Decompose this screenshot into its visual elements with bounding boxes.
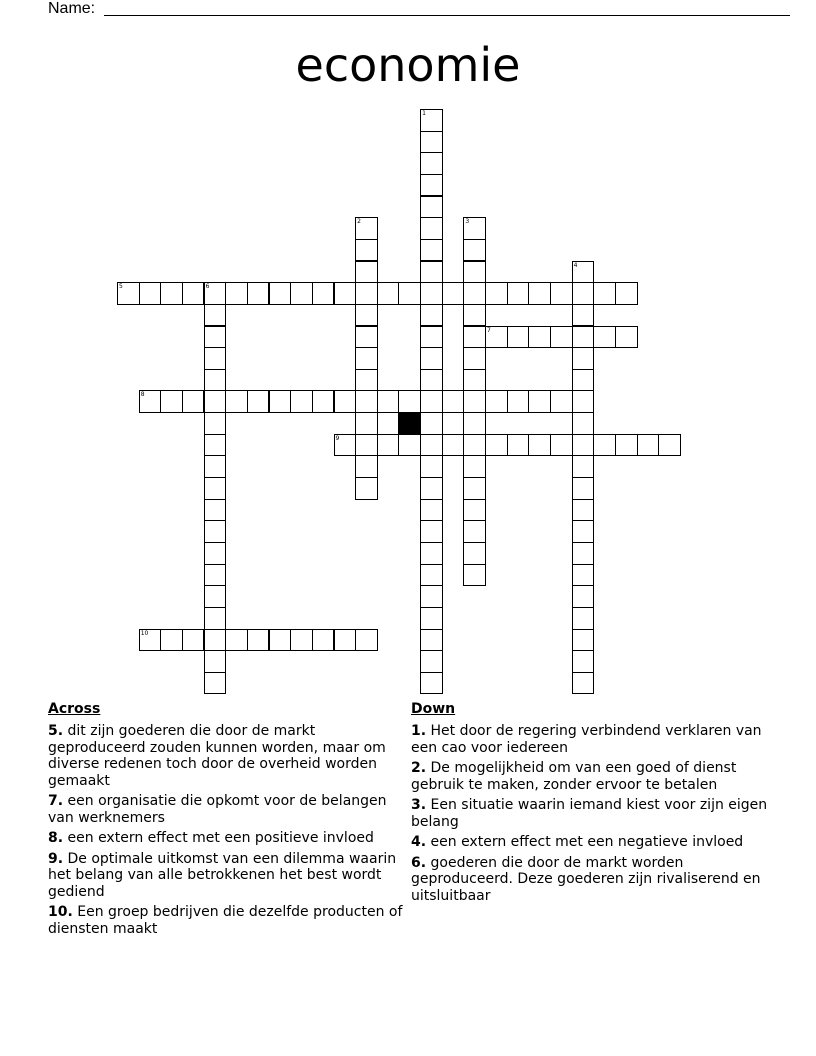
grid-cell[interactable] bbox=[463, 499, 486, 522]
grid-cell[interactable] bbox=[593, 434, 616, 457]
grid-cell[interactable] bbox=[442, 434, 465, 457]
clue-text: een organisatie die opkomt voor de belangen van werknemers bbox=[48, 793, 387, 826]
grid-cell[interactable] bbox=[182, 390, 205, 413]
grid-cell[interactable] bbox=[290, 390, 313, 413]
grid-cell[interactable] bbox=[160, 629, 183, 652]
grid-cell[interactable] bbox=[225, 629, 248, 652]
grid-cell[interactable] bbox=[204, 390, 227, 413]
down-clue bbox=[411, 855, 771, 905]
grid-cell[interactable] bbox=[637, 434, 660, 457]
grid-cell[interactable] bbox=[593, 282, 616, 305]
grid-cell[interactable] bbox=[572, 499, 595, 522]
grid-cell[interactable] bbox=[334, 390, 357, 413]
grid-cell[interactable] bbox=[204, 607, 227, 630]
grid-cell[interactable] bbox=[463, 239, 486, 262]
grid-cell[interactable] bbox=[204, 585, 227, 608]
clue-text: De optimale uitkomst van een dilemma waarin het belang van alle betrokkenen het best wordt gediend bbox=[48, 850, 397, 900]
grid-cell[interactable] bbox=[377, 434, 400, 457]
grid-cell[interactable] bbox=[204, 477, 227, 500]
grid-cell[interactable] bbox=[463, 477, 486, 500]
across-clues bbox=[48, 700, 408, 941]
grid-cell[interactable] bbox=[528, 390, 551, 413]
grid-cell[interactable] bbox=[420, 542, 443, 565]
grid-cell[interactable] bbox=[572, 390, 595, 413]
grid-cell[interactable] bbox=[420, 585, 443, 608]
grid-cell[interactable] bbox=[398, 282, 421, 305]
grid-cell[interactable] bbox=[572, 650, 595, 673]
grid-cell[interactable] bbox=[485, 434, 508, 457]
grid-cell[interactable] bbox=[398, 434, 421, 457]
grid-cell[interactable] bbox=[463, 217, 486, 240]
across-clue-list bbox=[48, 723, 408, 937]
grid-cell[interactable] bbox=[507, 390, 530, 413]
grid-cell[interactable] bbox=[420, 412, 443, 435]
grid-cell[interactable] bbox=[420, 282, 443, 305]
grid-cell[interactable] bbox=[463, 326, 486, 349]
clue-number: 10 bbox=[140, 629, 149, 637]
grid-cell[interactable] bbox=[377, 390, 400, 413]
grid-cell[interactable] bbox=[420, 369, 443, 392]
grid-cell[interactable] bbox=[420, 390, 443, 413]
grid-cell[interactable] bbox=[420, 239, 443, 262]
grid-cell[interactable] bbox=[182, 629, 205, 652]
across-heading: Across bbox=[48, 701, 101, 717]
grid-cell[interactable] bbox=[204, 499, 227, 522]
grid-cell[interactable] bbox=[420, 347, 443, 370]
grid-cell[interactable] bbox=[420, 629, 443, 652]
down-clue bbox=[411, 834, 771, 851]
grid-cell[interactable] bbox=[355, 390, 378, 413]
grid-cell[interactable] bbox=[204, 434, 227, 457]
grid-cell[interactable] bbox=[420, 131, 443, 154]
clue-number: 7. bbox=[48, 793, 64, 809]
grid-cell[interactable] bbox=[550, 390, 573, 413]
grid-cell[interactable] bbox=[572, 477, 595, 500]
grid-cell[interactable] bbox=[355, 239, 378, 262]
grid-cell[interactable] bbox=[615, 282, 638, 305]
grid-cell[interactable] bbox=[528, 434, 551, 457]
grid-cell[interactable] bbox=[442, 282, 465, 305]
grid-cell[interactable] bbox=[204, 629, 227, 652]
grid-cell[interactable] bbox=[420, 520, 443, 543]
grid-cell[interactable] bbox=[572, 326, 595, 349]
clue-text: een extern effect met een negatieve invloed bbox=[430, 834, 744, 850]
clue-text: Een groep bedrijven die dezelfde producten of diensten maakt bbox=[48, 904, 403, 937]
grid-cell[interactable] bbox=[204, 347, 227, 370]
grid-cell[interactable] bbox=[204, 326, 227, 349]
grid-cell[interactable] bbox=[204, 520, 227, 543]
clue-number: 6. bbox=[411, 854, 427, 871]
grid-cell[interactable] bbox=[312, 629, 335, 652]
grid-cell[interactable] bbox=[572, 261, 595, 284]
grid-cell[interactable] bbox=[572, 607, 595, 630]
clue-text: een extern effect met een positieve invloed bbox=[67, 830, 374, 846]
grid-cell[interactable] bbox=[463, 347, 486, 370]
name-label: Name: bbox=[48, 0, 96, 17]
down-clue bbox=[411, 723, 771, 756]
grid-cell[interactable] bbox=[377, 282, 400, 305]
grid-cell[interactable] bbox=[355, 369, 378, 392]
grid-cell[interactable] bbox=[463, 455, 486, 478]
grid-cell[interactable] bbox=[572, 282, 595, 305]
grid-cell[interactable] bbox=[355, 326, 378, 349]
clue-number: 2. bbox=[411, 760, 427, 776]
grid-cell[interactable] bbox=[550, 282, 573, 305]
grid-cell[interactable] bbox=[615, 434, 638, 457]
grid-cell[interactable] bbox=[420, 499, 443, 522]
grid-cell[interactable] bbox=[312, 390, 335, 413]
grid-cell[interactable] bbox=[204, 650, 227, 673]
grid-cell[interactable] bbox=[420, 672, 443, 695]
clue-number: 1. bbox=[411, 723, 427, 739]
grid-cell[interactable] bbox=[160, 390, 183, 413]
grid-cell[interactable] bbox=[572, 304, 595, 327]
grid-cell[interactable] bbox=[420, 650, 443, 673]
grid-cell[interactable] bbox=[420, 455, 443, 478]
grid-cell[interactable] bbox=[463, 564, 486, 587]
grid-cell[interactable] bbox=[204, 304, 227, 327]
grid-cell[interactable] bbox=[420, 477, 443, 500]
grid-cell[interactable] bbox=[269, 282, 292, 305]
clue-number: 7 bbox=[487, 326, 491, 334]
grid-cell[interactable] bbox=[420, 434, 443, 457]
across-clue bbox=[48, 904, 408, 937]
grid-cell[interactable] bbox=[225, 390, 248, 413]
grid-cell[interactable] bbox=[572, 412, 595, 435]
down-heading: Down bbox=[411, 701, 456, 717]
grid-cell[interactable] bbox=[420, 174, 443, 197]
grid-cell[interactable] bbox=[269, 390, 292, 413]
grid-cell[interactable] bbox=[355, 261, 378, 284]
clue-number: 5. bbox=[48, 723, 64, 739]
grid-cell[interactable] bbox=[572, 542, 595, 565]
grid-cell[interactable] bbox=[485, 326, 508, 349]
grid-cell[interactable] bbox=[420, 304, 443, 327]
grid-cell[interactable] bbox=[658, 434, 681, 457]
grid-cell[interactable] bbox=[485, 390, 508, 413]
clue-number: 4 bbox=[573, 261, 578, 269]
grid-cell[interactable] bbox=[247, 282, 270, 305]
grid-cell[interactable] bbox=[572, 564, 595, 587]
clue-number: 9. bbox=[48, 850, 64, 867]
grid-cell[interactable] bbox=[398, 390, 421, 413]
clue-text: Een situatie waarin iemand kiest voor zijn eigen belang bbox=[411, 797, 768, 830]
clue-text: dit zijn goederen die door de markt geproduceerd zouden kunnen worden, maar om diverse redenen toch door de overheid worden gemaakt bbox=[48, 723, 386, 789]
grid-cell[interactable] bbox=[355, 455, 378, 478]
grid-cell[interactable] bbox=[420, 607, 443, 630]
clue-text: De mogelijkheid om van een goed of dienst gebruik te maken, zonder ervoor te betalen bbox=[411, 760, 737, 793]
grid-cell[interactable] bbox=[334, 282, 357, 305]
grid-cell[interactable] bbox=[355, 629, 378, 652]
grid-cell[interactable] bbox=[463, 434, 486, 457]
grid-cell[interactable] bbox=[117, 282, 140, 305]
grid-cell[interactable] bbox=[420, 196, 443, 219]
grid-cell[interactable] bbox=[463, 542, 486, 565]
grid-cell[interactable] bbox=[420, 564, 443, 587]
grid-cell[interactable] bbox=[355, 217, 378, 240]
grid-cell[interactable] bbox=[355, 477, 378, 500]
grid-cell[interactable] bbox=[593, 326, 616, 349]
grid-cell[interactable] bbox=[528, 282, 551, 305]
grid-cell[interactable] bbox=[485, 282, 508, 305]
grid-cell[interactable] bbox=[204, 455, 227, 478]
grid-cell[interactable] bbox=[204, 542, 227, 565]
grid-cell[interactable] bbox=[334, 629, 357, 652]
grid-cell[interactable] bbox=[572, 672, 595, 695]
clue-number: 4. bbox=[411, 834, 427, 850]
grid-cell[interactable] bbox=[420, 261, 443, 284]
grid-cell[interactable] bbox=[204, 282, 227, 305]
grid-cell[interactable] bbox=[572, 455, 595, 478]
grid-cell[interactable] bbox=[572, 347, 595, 370]
page-title: economie bbox=[295, 38, 521, 92]
clue-text: goederen die door de markt worden geproduceerd. Deze goederen zijn rivaliserend en uitsluitbaar bbox=[411, 854, 761, 904]
across-clue bbox=[48, 723, 408, 789]
clue-number: 6 bbox=[205, 283, 210, 291]
grid-cell[interactable] bbox=[463, 369, 486, 392]
clue-number: 5 bbox=[119, 283, 123, 291]
down-clue bbox=[411, 797, 771, 830]
clue-number: 1 bbox=[422, 110, 426, 117]
clue-number: 10. bbox=[48, 904, 73, 920]
clue-text: Het door de regering verbindend verklaren van een cao voor iedereen bbox=[411, 723, 762, 756]
grid-cell[interactable] bbox=[204, 412, 227, 435]
grid-cell[interactable] bbox=[420, 152, 443, 175]
grid-cell[interactable] bbox=[334, 434, 357, 457]
grid-cell[interactable] bbox=[572, 369, 595, 392]
clue-number: 2 bbox=[357, 218, 361, 226]
grid-cell[interactable] bbox=[507, 282, 530, 305]
clue-number: 3 bbox=[465, 218, 470, 226]
grid-cell[interactable] bbox=[204, 672, 227, 695]
grid-cell[interactable] bbox=[420, 326, 443, 349]
clue-number: 3. bbox=[411, 797, 427, 813]
grid-cell[interactable] bbox=[572, 629, 595, 652]
grid-cell[interactable] bbox=[290, 629, 313, 652]
grid-cell[interactable] bbox=[204, 564, 227, 587]
grid-cell[interactable] bbox=[463, 304, 486, 327]
grid-cell[interactable] bbox=[225, 282, 248, 305]
grid-cell[interactable] bbox=[355, 412, 378, 435]
grid-cell[interactable] bbox=[139, 390, 162, 413]
grid-cell[interactable] bbox=[550, 434, 573, 457]
grid-cell[interactable] bbox=[507, 434, 530, 457]
clue-number: 8. bbox=[48, 830, 64, 846]
grid-cell[interactable] bbox=[269, 629, 292, 652]
grid-cell[interactable] bbox=[507, 326, 530, 349]
grid-cell[interactable] bbox=[572, 585, 595, 608]
grid-cell[interactable] bbox=[204, 369, 227, 392]
grid-cell[interactable] bbox=[572, 520, 595, 543]
down-clue-list bbox=[411, 723, 771, 904]
grid-cell[interactable] bbox=[355, 347, 378, 370]
grid-cell[interactable] bbox=[355, 434, 378, 457]
grid-cell[interactable] bbox=[355, 282, 378, 305]
grid-cell[interactable] bbox=[463, 261, 486, 284]
grid-cell[interactable] bbox=[139, 282, 162, 305]
grid-cell[interactable] bbox=[615, 326, 638, 349]
across-clue bbox=[48, 851, 408, 901]
grid-cell[interactable] bbox=[247, 629, 270, 652]
grid-cell[interactable] bbox=[312, 282, 335, 305]
grid-cell[interactable] bbox=[550, 326, 573, 349]
down-clues bbox=[411, 700, 771, 908]
grid-cell[interactable] bbox=[420, 109, 443, 132]
grid-cell[interactable] bbox=[182, 282, 205, 305]
grid-cell[interactable] bbox=[442, 390, 465, 413]
clue-number: 8 bbox=[140, 391, 145, 399]
grid-cell[interactable] bbox=[247, 390, 270, 413]
grid-cell[interactable] bbox=[355, 304, 378, 327]
grid-cell[interactable] bbox=[463, 282, 486, 305]
grid-cell[interactable] bbox=[463, 390, 486, 413]
down-clue bbox=[411, 760, 771, 793]
grid-cell[interactable] bbox=[160, 282, 183, 305]
across-clue bbox=[48, 830, 408, 847]
grid-cell[interactable] bbox=[463, 412, 486, 435]
across-clue bbox=[48, 793, 408, 826]
clue-number: 9 bbox=[335, 434, 340, 442]
grid-cell[interactable] bbox=[290, 282, 313, 305]
grid-cell[interactable] bbox=[420, 217, 443, 240]
grid-cell[interactable] bbox=[463, 520, 486, 543]
grid-cell[interactable] bbox=[139, 629, 162, 652]
grid-cell[interactable] bbox=[528, 326, 551, 349]
grid-cell[interactable] bbox=[572, 434, 595, 457]
blocked-cell bbox=[398, 412, 421, 435]
